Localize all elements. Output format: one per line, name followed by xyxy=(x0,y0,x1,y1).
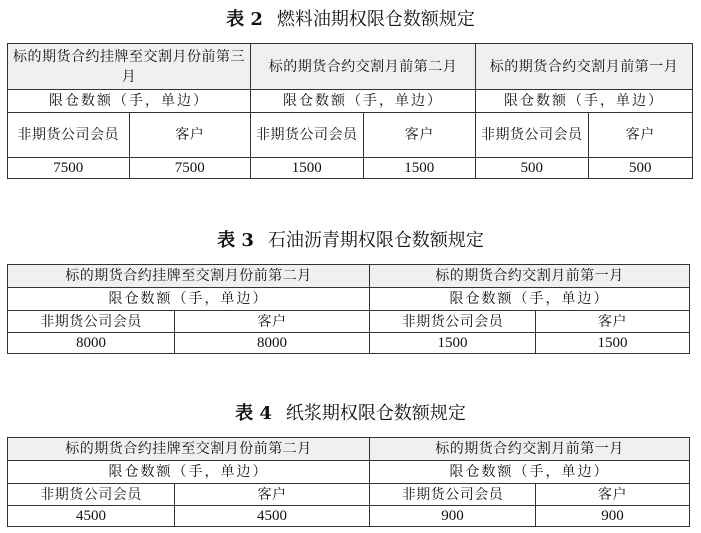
table-2-col-member-2: 非期货公司会员 xyxy=(251,113,363,158)
table-4-value-3: 900 xyxy=(370,506,536,527)
table-2-header-period-2: 标的期货合约交割月前第二月 xyxy=(251,44,476,90)
table-4-value-2: 4500 xyxy=(175,506,370,527)
table-4-col-member-1: 非期货公司会员 xyxy=(8,484,175,506)
table-3-value-1: 8000 xyxy=(8,333,175,354)
table-2-caption-number: 表 2 xyxy=(226,9,263,30)
table-2-value-1: 7500 xyxy=(8,158,130,179)
table-3-col-member-2: 非期货公司会员 xyxy=(370,311,536,333)
table-2-col-client-3: 客户 xyxy=(588,113,692,158)
table-4-caption xyxy=(0,403,701,425)
table-row xyxy=(8,333,690,354)
table-3-col-client-1: 客户 xyxy=(175,311,370,333)
table-3-col-member-1: 非期货公司会员 xyxy=(8,311,175,333)
table-4-caption-number: 表 4 xyxy=(235,403,272,424)
table-3-limit-label-2: 限仓数额（手，单边） xyxy=(370,288,690,311)
table-2 xyxy=(7,43,693,179)
table-2-caption xyxy=(0,9,701,31)
table-3-value-2: 8000 xyxy=(175,333,370,354)
table-2-col-member-3: 非期货公司会员 xyxy=(476,113,588,158)
table-2-limit-label-3: 限仓数额（手，单边） xyxy=(476,90,693,113)
table-4-limit-label-2: 限仓数额（手，单边） xyxy=(370,461,690,484)
table-2-col-member-1: 非期货公司会员 xyxy=(8,113,130,158)
table-3-col-client-2: 客户 xyxy=(536,311,690,333)
table-4 xyxy=(7,437,690,527)
table-4-value-1: 4500 xyxy=(8,506,175,527)
table-3-value-3: 1500 xyxy=(370,333,536,354)
table-2-value-2: 7500 xyxy=(129,158,251,179)
table-4-value-4: 900 xyxy=(536,506,690,527)
table-3-caption-number: 表 3 xyxy=(217,230,254,251)
table-2-value-6: 500 xyxy=(588,158,692,179)
table-4-col-client-2: 客户 xyxy=(536,484,690,506)
table-4-col-client-1: 客户 xyxy=(175,484,370,506)
table-2-caption-title: 燃料油期权限仓数额规定 xyxy=(276,9,475,30)
table-3-limit-label-1: 限仓数额（手，单边） xyxy=(8,288,370,311)
table-4-limit-label-1: 限仓数额（手，单边） xyxy=(8,461,370,484)
table-2-header-period-3: 标的期货合约交割月前第一月 xyxy=(476,44,693,90)
table-3-header-period-2: 标的期货合约交割月前第一月 xyxy=(370,265,690,288)
table-2-value-4: 1500 xyxy=(363,158,475,179)
table-2-col-client-1: 客户 xyxy=(129,113,251,158)
table-2-header-period-1: 标的期货合约挂牌至交割月份前第三月 xyxy=(8,44,251,90)
table-2-value-5: 500 xyxy=(476,158,588,179)
table-2-limit-label-2: 限仓数额（手，单边） xyxy=(251,90,476,113)
table-4-caption-title: 纸浆期权限仓数额规定 xyxy=(285,403,466,424)
table-3-caption xyxy=(0,230,701,252)
table-4-header-period-1: 标的期货合约挂牌至交割月份前第二月 xyxy=(8,438,370,461)
table-2-col-client-2: 客户 xyxy=(363,113,475,158)
table-3 xyxy=(7,264,690,354)
table-row xyxy=(8,158,693,179)
table-2-value-3: 1500 xyxy=(251,158,363,179)
table-3-value-4: 1500 xyxy=(536,333,690,354)
table-4-col-member-2: 非期货公司会员 xyxy=(370,484,536,506)
table-3-header-period-1: 标的期货合约挂牌至交割月份前第二月 xyxy=(8,265,370,288)
table-row xyxy=(8,506,690,527)
table-2-limit-label-1: 限仓数额（手，单边） xyxy=(8,90,251,113)
table-4-header-period-2: 标的期货合约交割月前第一月 xyxy=(370,438,690,461)
table-3-caption-title: 石油沥青期权限仓数额规定 xyxy=(267,230,484,251)
